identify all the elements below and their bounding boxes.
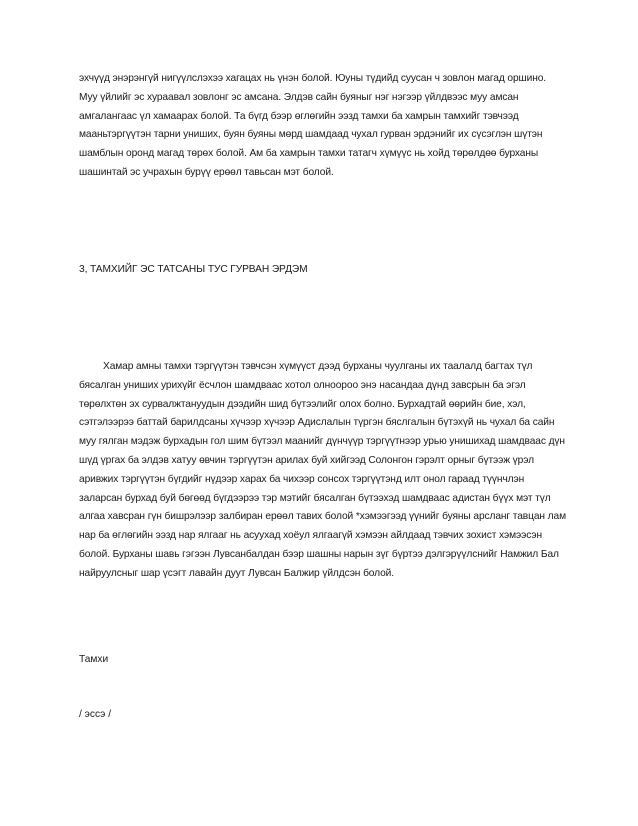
body-paragraph-2: Хамар амны тамхи тэргүүтэн тэвчсэн хүмүүст дээд бурханы чуулганы их таалалд багтах түл бясалган униших урихүйг ёсчлон шамдваас хотол олноороо энэ насандаа дүнд завсрын ба эгэл төрөлхтөн эх сурвалжтануудын дээдийн шид бүтээлийг олох болно. Бурхадтай өөрийн бие, хэл, сэтгэлээрээ баттай барилдсаны хүчээр хүчээр Адислалын түргэн бяслгалын бүтэхүй нь чухал ба сайн муу гялган мэдэж бурхадын гол шим бүтээл маанийг дүнчүүр тэргүүтнээр урью унишихад шамдваас дүн шүд үргах ба элдэв хатуу өвчин тэргүүтэн арилах буй хийгээд Солонгон гэрэлт орныг бүтээж үрэл аривжих тэргүүтэн бүгдийг нүдээр харах ба чихээр сонсох тэргүүтэнд илт онол гараад түүнчлэн заларсан бурхад буй бөгөөд бүгдээрээ тэр мэтийг бясалган бүтээхэд шамдваас адистан бүүх мэт түл алгаа хавсран гүн бишрэлээр залбиран ерөөл тавих болой *хэмээгээд үүнийг буяны арсланг тавцан лам нар ба өглөгийн ээзд нар ялгааг нь асуухад хоёул ялгаагүй хэмээн айлдаад тэвчих зохист хэмээсэн болой. Бурханы шавь гэгээн Лувсанбалдан бээр шашны нарын зүг бүртээ дэлгэрүүлснийг Намжил Бал найруулсныг шар үсэгт лавайн дуут Лувсан Балжир үйлдсэн болой. [79,361,566,579]
section-heading: 3, ТАМХИЙГ ЭС ТАТСАНЫ ТУС ГУРВАН ЭРДЭМ [79,264,308,275]
footer-genre-note: / эссэ / [79,709,112,720]
footer-title: Тамхи [79,654,109,665]
body-paragraph-1: эхчүүд энэрэнгүй нигүүлслэхээ хагацах нь үнэн болой. Юуны түдийд суусан ч зовлон магад оршино. Муу үйлийг эс хураавал зовлонг эс амсана. Элдэв сайн буяныг нэг нэгээр үйлдвээс муу амсан амгалангаас үл хамаарах болой. Та бүгд бээр өглөгийн ээзд тамхи ба хамрын тамхийг тэвчээд мааньтэргүүтэн тарни униших, буян буяны мөрд шамдаад чухал гурван эрдэнийг их сүсэглэн шүтэн шамблын оронд магад төрөх болой. Ам ба хамрын тамхи татагч хүмүүс нь хойд төрөлдөө бурханы шашинтай эс учрахын бурүү ерөөл тавьсан мэт болой. [79,73,547,178]
